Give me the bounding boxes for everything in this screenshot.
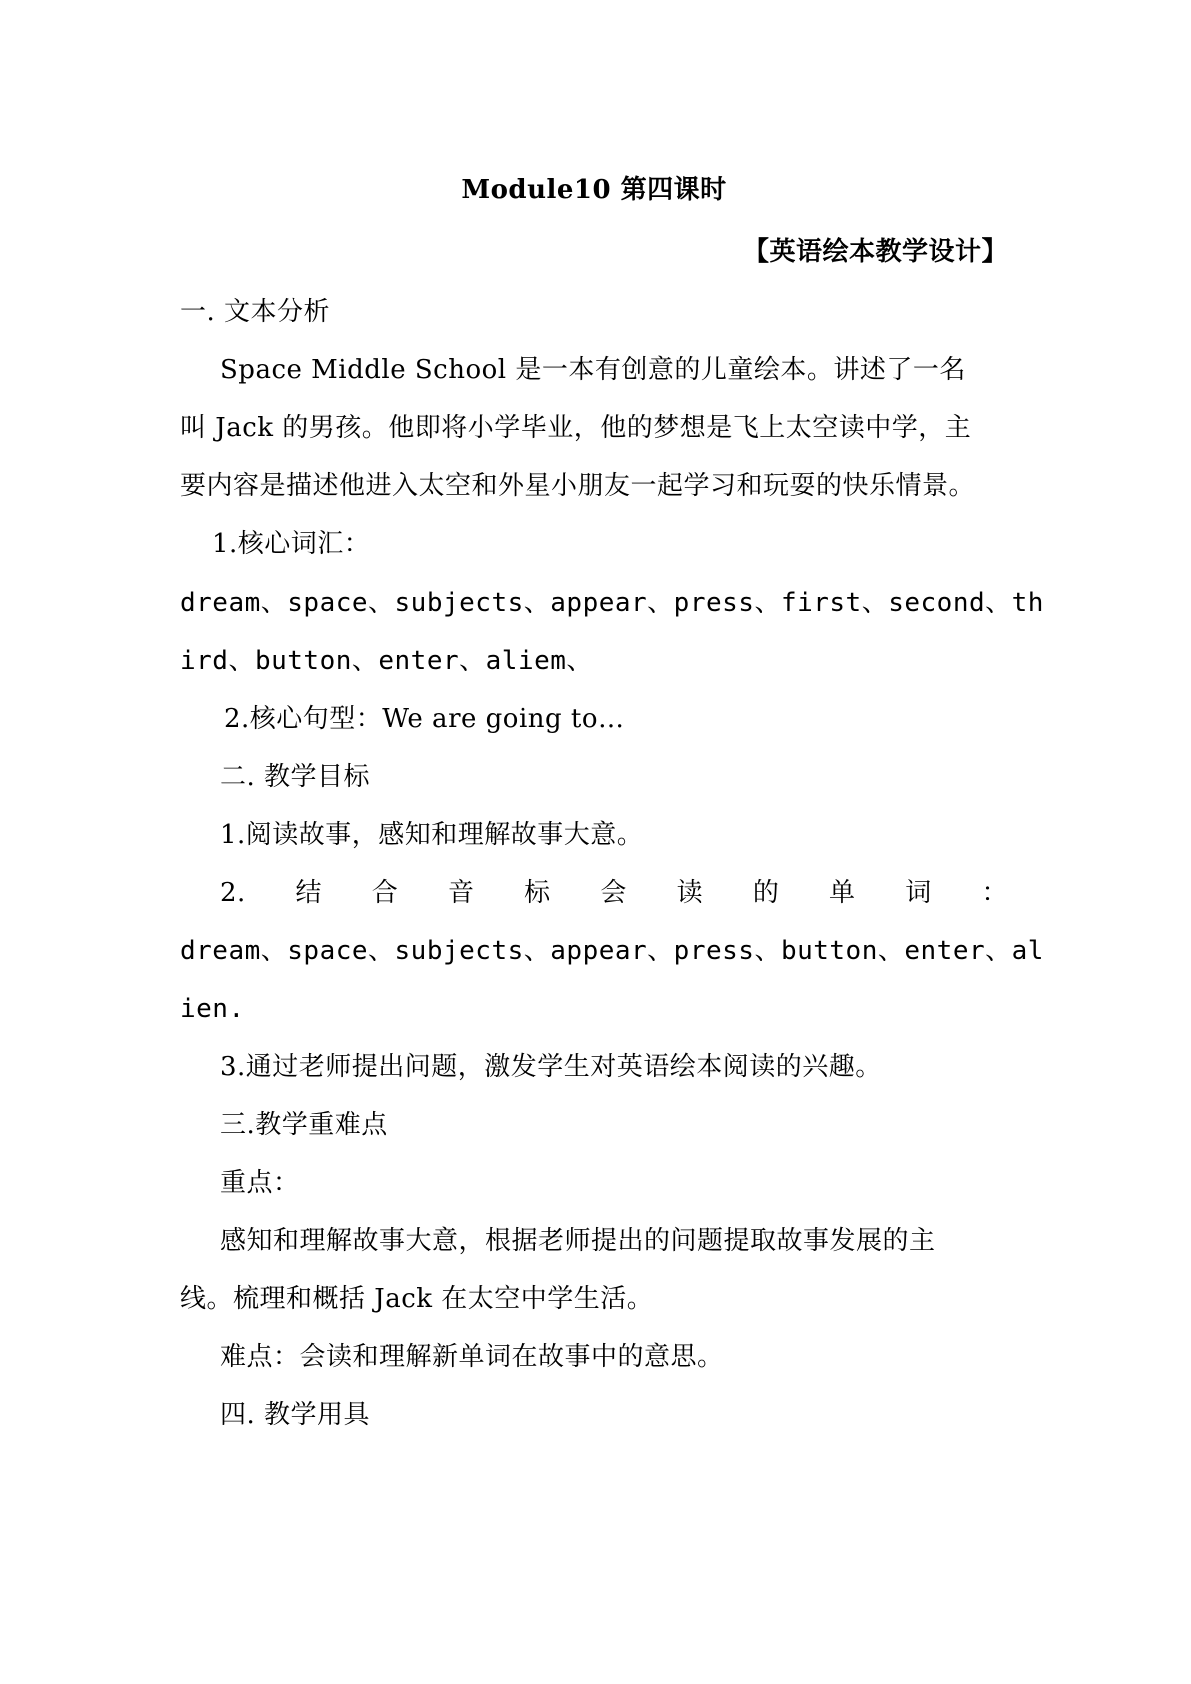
- document-title: Module10 第四课时: [461, 175, 727, 205]
- spread-char: ：: [981, 878, 1008, 908]
- spread-char: 音: [447, 878, 475, 908]
- spread-char: 会: [600, 878, 627, 908]
- spread-char: 标: [524, 878, 551, 908]
- spread-char: 词: [905, 878, 932, 908]
- section-heading-teaching-tools: 四. 教学用具: [220, 1400, 371, 1430]
- section-heading-teaching-goals: 二. 教学目标: [220, 762, 371, 792]
- vocab-heading: 1.核心词汇：: [212, 529, 371, 559]
- spread-char: 读: [676, 878, 704, 908]
- spread-char: 2.: [220, 878, 246, 908]
- goal-item: 1.阅读故事，感知和理解故事大意。: [220, 820, 644, 850]
- goal-vocab-line: ien.: [180, 994, 245, 1024]
- paragraph-line: 叫 Jack 的男孩。他即将小学毕业，他的梦想是飞上太空读中学，主: [180, 413, 972, 443]
- document-subtitle: 【英语绘本教学设计】: [742, 237, 1008, 267]
- key-label: 重点：: [220, 1168, 300, 1198]
- document-page: [180, 0, 1044, 1684]
- spread-char: 的: [752, 878, 780, 908]
- spread-char: 单: [829, 878, 856, 908]
- vocab-line: dream、space、subjects、appear、press、first、second、th: [180, 588, 1044, 618]
- goal-vocab-line: dream、space、subjects、appear、press、button、enter、al: [180, 936, 1044, 966]
- paragraph-line: 线。梳理和概括 Jack 在太空中学生活。: [180, 1284, 654, 1314]
- difficulty-line: 难点：会读和理解新单词在故事中的意思。: [220, 1342, 724, 1372]
- goal-item: 3.通过老师提出问题，激发学生对英语绘本阅读的兴趣。: [220, 1052, 882, 1082]
- section-heading-key-points: 三.教学重难点: [220, 1110, 388, 1140]
- section-heading-text-analysis: 一. 文本分析: [180, 297, 331, 327]
- sentence-pattern: 2.核心句型：We are going to…: [224, 704, 625, 734]
- spread-char: 合: [371, 878, 399, 908]
- paragraph-line: Space Middle School 是一本有创意的儿童绘本。讲述了一名: [220, 355, 966, 385]
- spread-char: 结: [295, 878, 323, 908]
- paragraph-line: 感知和理解故事大意，根据老师提出的问题提取故事发展的主: [220, 1226, 936, 1256]
- paragraph-line: 要内容是描述他进入太空和外星小朋友一起学习和玩耍的快乐情景。: [180, 471, 976, 501]
- goal-item-spread: [220, 873, 1008, 913]
- vocab-line: ird、button、enter、aliem、: [180, 646, 593, 676]
